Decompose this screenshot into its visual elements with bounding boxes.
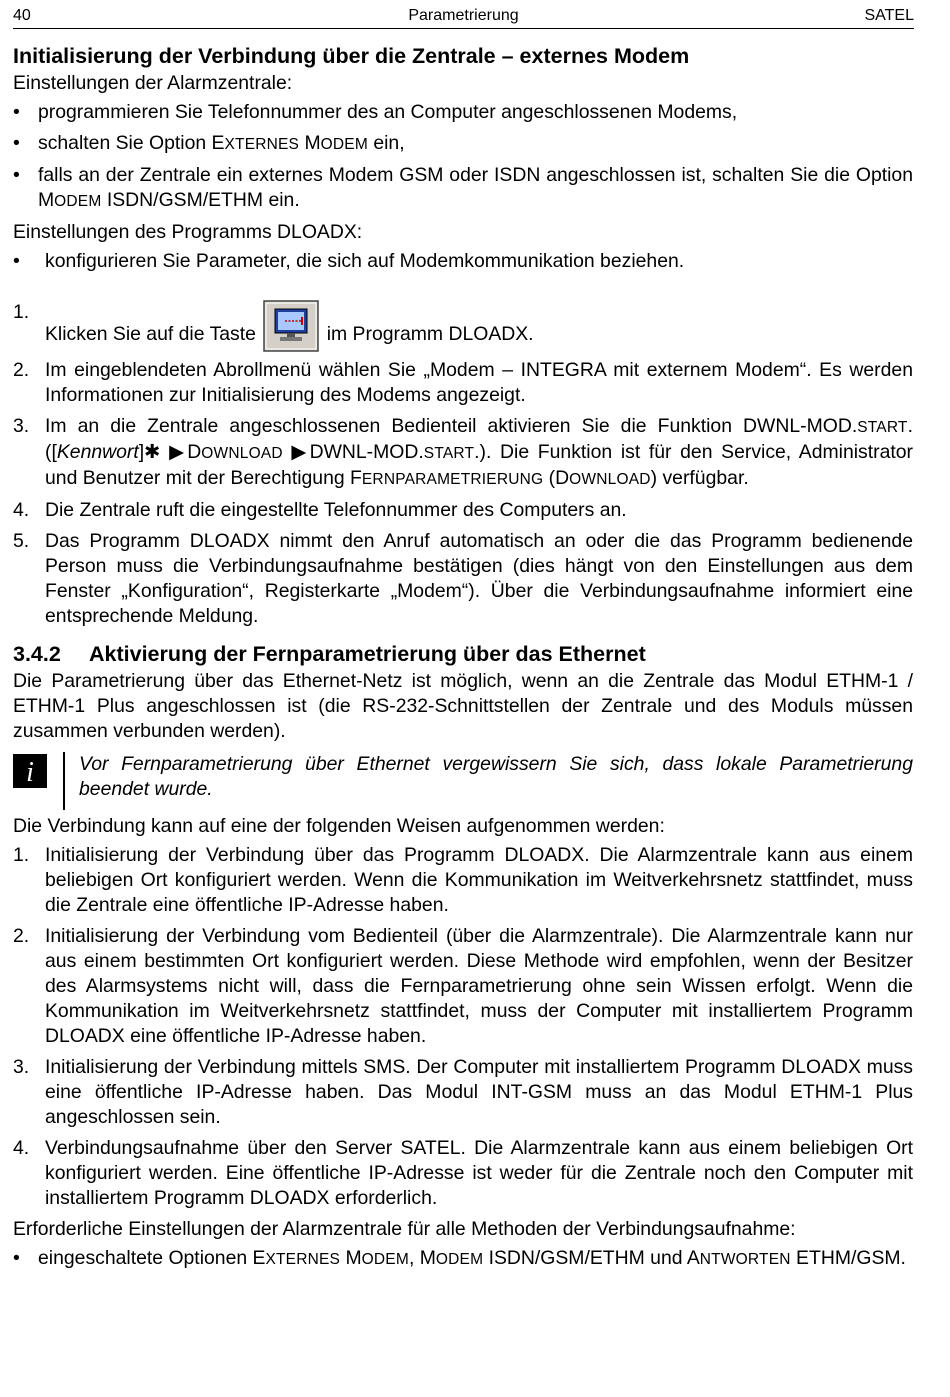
step-text: Im eingeblendeten Abrollmenü wählen Sie „Modem – INTEGRA mit externem Modem“. Es werden Informationen zur Initialisierung des Modems angezeigt.	[45, 359, 913, 406]
list-item	[13, 131, 913, 157]
section-number: 3.4.2	[13, 642, 61, 666]
methods-list	[13, 843, 913, 1211]
bullet-icon: •	[13, 101, 20, 123]
modem-computer-icon	[263, 300, 319, 352]
section-heading-modem: Initialisierung der Verbindung über die Zentrale – externes Modem	[13, 44, 690, 68]
method-text: Initialisierung der Verbindung über das Programm DLOADX. Die Alarmzentrale kann aus einem beliebigen Ort konfiguriert werden. Wenn die Kommunikation im Weitverkehrsnetz stattfindet, muss die Zentrale eine öffentliche IP-Adresse haben.	[45, 844, 913, 916]
method-number: 3.	[13, 1056, 30, 1078]
bullet-icon: •	[13, 164, 20, 186]
step-item	[13, 529, 913, 629]
panel-settings-list	[13, 100, 913, 214]
list-item-text: falls an der Zentrale ein externes Modem GSM oder ISDN angeschlossen ist, schalten Sie die Option MODEM ISDN/GSM/ETHM ein.	[38, 164, 913, 211]
list-item-text: konfigurieren Sie Parameter, die sich auf Modemkommunikation beziehen.	[45, 250, 685, 272]
list-item	[13, 1246, 913, 1272]
step-text: Das Programm DLOADX nimmt den Anruf automatisch an oder die das Programm bedienende Person muss die Verbindungsaufnahme bestätigen (dies hängt von den Einstellungen aus dem Fenster „Konfiguration“, Registerkarte „Modem“). Über die Verbindungsaufnahme informiert eine entsprechende Meldung.	[45, 530, 913, 627]
step-number: 2.	[13, 359, 30, 381]
svg-text:i: i	[26, 757, 34, 788]
step-text: im Programm DLOADX.	[326, 323, 534, 345]
step-number: 3.	[13, 415, 30, 437]
section-title: Aktivierung der Fernparametrierung über das Ethernet	[89, 642, 646, 666]
step-number: 1.	[13, 301, 30, 323]
bullet-icon: •	[13, 132, 20, 154]
list-item-text: eingeschaltete Optionen EXTERNES MODEM, MODEM ISDN/GSM/ETHM und ANTWORTEN ETHM/GSM.	[38, 1247, 906, 1269]
step-text: Klicken Sie auf die Taste	[45, 323, 256, 345]
method-text: Initialisierung der Verbindung mittels SMS. Der Computer mit installiertem Programm DLOADX muss eine öffentliche IP-Adresse haben. Das Modul INT-GSM muss an das Modul ETHM-1 Plus angeschlossen sein.	[45, 1056, 913, 1128]
step-item	[13, 300, 913, 352]
method-item	[13, 1136, 913, 1211]
note-divider	[63, 752, 65, 810]
method-item	[13, 843, 913, 918]
method-text: Verbindungsaufnahme über den Server SATEL. Die Alarmzentrale kann aus einem beliebigen Ort konfiguriert werden. Eine öffentliche IP-Adresse ist weder für die Zentrale noch den Computer mit installiertem Programm DLOADX erforderlich.	[45, 1137, 913, 1209]
list-item	[13, 163, 913, 214]
page-content	[13, 41, 913, 1278]
panel-settings-label: Einstellungen der Alarmzentrale:	[13, 72, 293, 94]
program-settings-label: Einstellungen des Programms DLOADX:	[13, 221, 363, 243]
required-settings-label: Erforderliche Einstellungen der Alarmzentrale für alle Methoden der Verbindungsaufnahme:	[13, 1218, 796, 1240]
note-text: Vor Fernparametrierung über Ethernet vergewissern Sie sich, dass lokale Parametrierung beendet wurde.	[79, 753, 913, 800]
ethernet-intro: Die Parametrierung über das Ethernet-Netz ist möglich, wenn an die Zentrale das Modul ETHM-1 / ETHM-1 Plus angeschlossen ist (die RS-232-Schnittstellen der Zentrale und des Moduls müssen zusammen verbunden werden).	[13, 670, 913, 742]
method-item	[13, 924, 913, 1049]
brand-name: SATEL	[864, 7, 914, 24]
methods-label: Die Verbindung kann auf eine der folgenden Weisen aufgenommen werden:	[13, 815, 665, 837]
list-item-text: programmieren Sie Telefonnummer des an Computer angeschlossenen Modems,	[38, 101, 738, 123]
info-note	[13, 752, 913, 808]
list-item	[13, 100, 913, 125]
running-header	[13, 4, 914, 29]
method-number: 1.	[13, 844, 30, 866]
chapter-title: Parametrierung	[408, 7, 519, 24]
method-number: 2.	[13, 925, 30, 947]
info-icon	[13, 754, 47, 788]
star-key-icon: ✱	[144, 441, 161, 463]
list-item	[13, 249, 913, 274]
section-heading-ethernet	[13, 639, 913, 669]
method-text: Initialisierung der Verbindung vom Bedienteil (über die Alarmzentrale). Die Alarmzentrale kann nur aus einem bestimmten Ort konfiguriert werden. Diese Methode wird empfohlen, wenn der Besitzer des Alarmsystems nicht will, dass die Fernparametrierung ohne sein Wissen erfolgt. Wenn die Kommunikation im Weitverkehrsnetz stattfindet, muss der Computer mit installiertem Programm DLOADX eine öffentliche IP-Adresse haben.	[45, 925, 913, 1047]
step-item	[13, 358, 913, 408]
step-text: Im an die Zentrale angeschlossenen Bedienteil aktivieren Sie die Funktion DWNL-MOD.START. ([Kennwort]✱ ▶DOWNLOAD ▶DWNL-MOD.START.). Die Funktion ist für den Service, Administrator und Benutzer mit der Berechtigung FERNPARAMETRIERUNG (DOWNLOAD) verfügbar.	[45, 415, 914, 489]
page-number: 40	[13, 7, 31, 24]
step-number: 5.	[13, 530, 30, 552]
required-settings-list	[13, 1246, 913, 1272]
list-item-text: schalten Sie Option EXTERNES MODEM ein,	[38, 132, 405, 154]
bullet-icon: •	[13, 250, 20, 272]
program-settings-list	[13, 249, 913, 274]
modem-steps-list	[13, 300, 913, 629]
step-item	[13, 498, 913, 523]
step-text: Die Zentrale ruft die eingestellte Telefonnummer des Computers an.	[45, 499, 627, 521]
step-number: 4.	[13, 499, 30, 521]
bullet-icon: •	[13, 1247, 20, 1269]
method-item	[13, 1055, 913, 1130]
step-item	[13, 414, 913, 492]
method-number: 4.	[13, 1137, 30, 1159]
